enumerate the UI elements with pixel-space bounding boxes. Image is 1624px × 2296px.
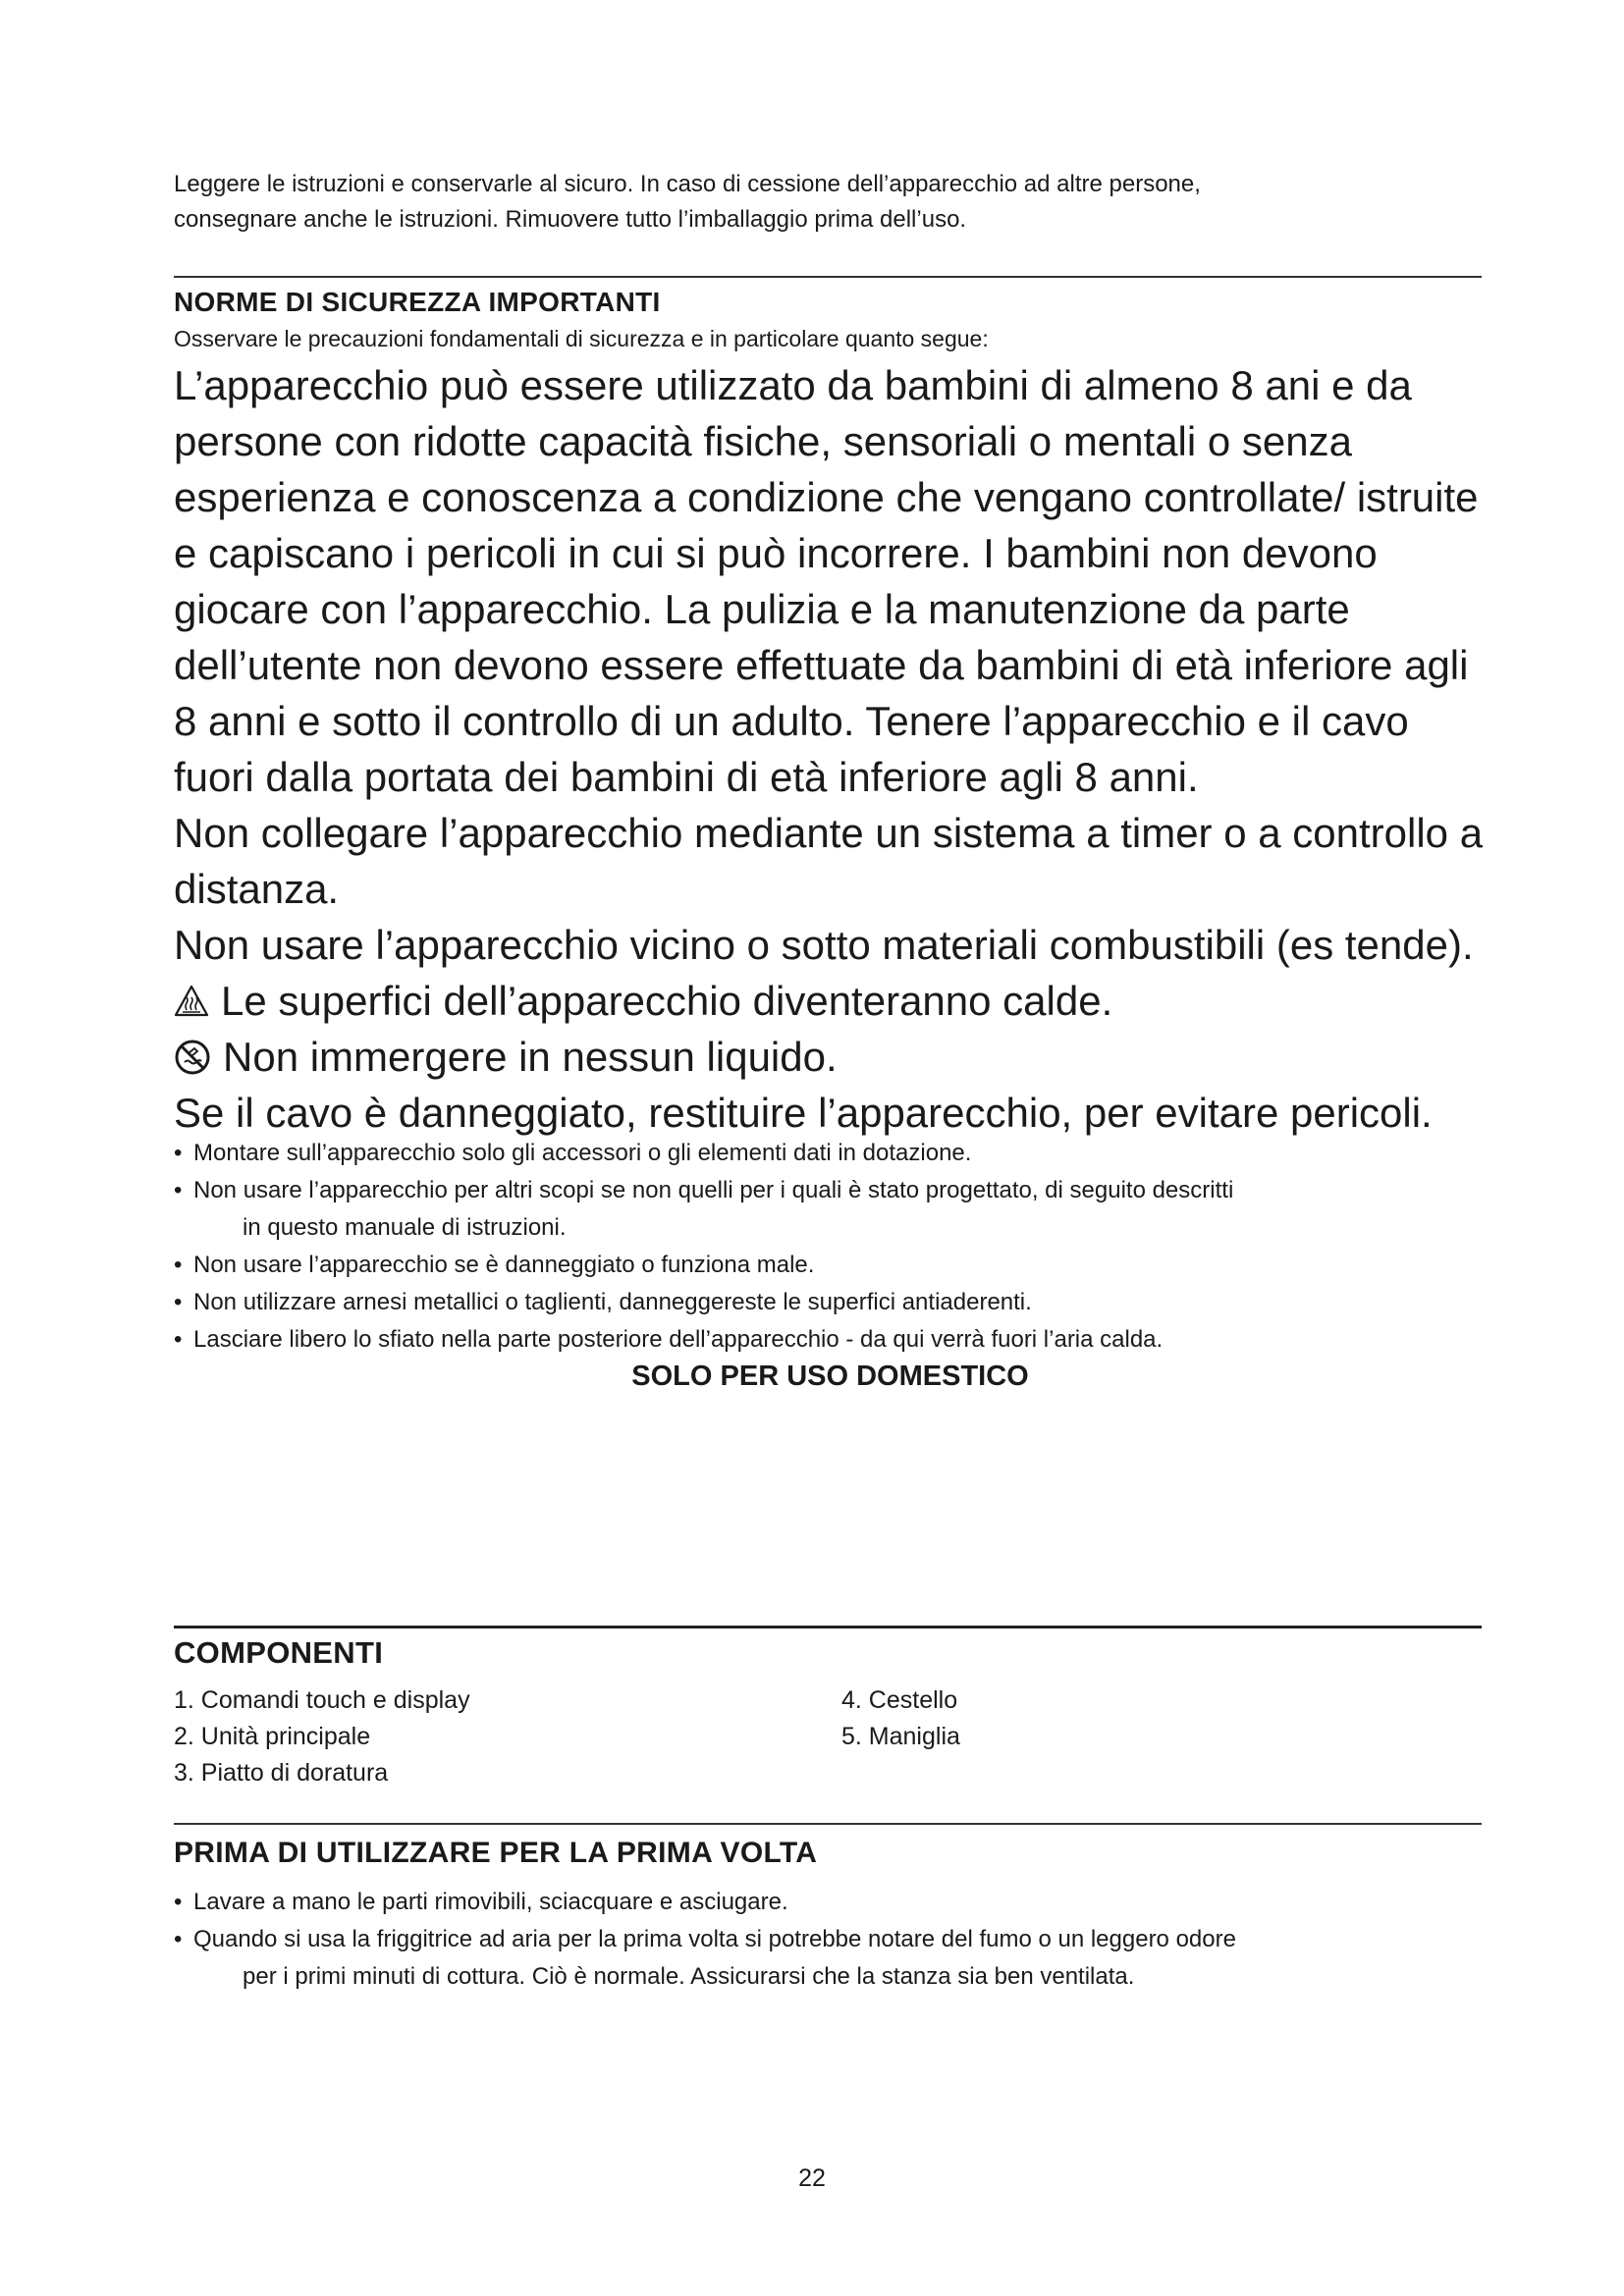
- safety-section: [174, 286, 1487, 1396]
- intro-line-2: consegnare anche le istruzioni. Rimuovere tutto l’imballaggio prima dell’uso.: [174, 206, 967, 233]
- list-item: • Lavare a mano le parti rimovibili, sciacquare e asciugare.: [174, 1884, 1487, 1921]
- safety-warnings: [174, 357, 1487, 1141]
- list-item: 1. Comandi touch e display: [174, 1686, 470, 1714]
- no-immerse-text: Non immergere in nessun liquido.: [223, 1034, 838, 1080]
- first-use-bullets: [174, 1884, 1487, 1996]
- list-item: • Non utilizzare arnesi metallici o taglienti, danneggereste le superfici antiaderenti.: [174, 1284, 1487, 1321]
- first-use-section: [174, 1835, 1487, 1996]
- cable-warning: Se il cavo è danneggiato, restituire l’apparecchio, per evitare pericoli.: [174, 1090, 1433, 1136]
- list-item: 4. Cestello: [841, 1686, 958, 1714]
- safety-subtitle: Osservare le precauzioni fondamentali di sicurezza e in particolare quanto segue:: [174, 326, 989, 351]
- page-number: 22: [798, 2164, 826, 2192]
- components-column-right: [841, 1682, 1234, 1791]
- safety-bullets: [174, 1135, 1487, 1359]
- list-item: • Lasciare libero lo sfiato nella parte posteriore dell’apparecchio - da qui verrà fuori l’aria calda.: [174, 1321, 1487, 1359]
- components-column-left: [174, 1682, 841, 1791]
- domestic-use-note: SOLO PER USO DOMESTICO: [631, 1361, 1029, 1392]
- hot-surface-text: Le superfici dell’apparecchio diventeranno calde.: [221, 978, 1113, 1024]
- no-immerse-line: [174, 1029, 1487, 1085]
- list-item: • Non usare l’apparecchio se è danneggiato o funziona male.: [174, 1247, 1487, 1284]
- timer-warning: Non collegare l’apparecchio mediante un sistema a timer o a controllo a distanza.: [174, 810, 1484, 912]
- hot-surface-line: [174, 973, 1487, 1029]
- combustible-warning: Non usare l’apparecchio vicino o sotto materiali combustibili (es tende).: [174, 922, 1474, 968]
- section-divider: [174, 1823, 1482, 1825]
- components-list: [174, 1682, 1487, 1791]
- safety-heading: NORME DI SICUREZZA IMPORTANTI: [174, 287, 661, 317]
- section-divider: [174, 1626, 1482, 1629]
- intro-line-1: Leggere le istruzioni e conservarle al sicuro. In caso di cessione dell’apparecchio ad altre persone,: [174, 171, 1201, 197]
- components-section: [174, 1633, 1487, 1791]
- components-heading: COMPONENTI: [174, 1635, 384, 1670]
- list-item: 2. Unità principale: [174, 1723, 371, 1750]
- do-not-immerse-icon: [174, 1039, 211, 1076]
- list-item: • Non usare l’apparecchio per altri scopi se non quelli per i quali è stato progettato, di seguito descritti in questo manuale di istruzioni.: [174, 1172, 1487, 1247]
- list-item: 5. Maniglia: [841, 1723, 960, 1750]
- first-use-heading: PRIMA DI UTILIZZARE PER LA PRIMA VOLTA: [174, 1837, 818, 1869]
- list-item: • Montare sull’apparecchio solo gli accessori o gli elementi dati in dotazione.: [174, 1135, 1487, 1172]
- section-divider: [174, 276, 1482, 278]
- list-item: • Quando si usa la friggitrice ad aria per la prima volta si potrebbe notare del fumo o un leggero odore per i primi minuti di cottura. Ciò è normale. Assicurarsi che la stanza sia ben ventilata.: [174, 1921, 1487, 1996]
- list-item: 3. Piatto di doratura: [174, 1759, 389, 1787]
- hot-surface-warning-icon: [174, 985, 209, 1018]
- children-warning: L’apparecchio può essere utilizzato da bambini di almeno 8 ani e da persone con ridotte capacità fisiche, sensoriali o mentali o senza esperienza e conoscenza a condizione che vengano controllate/ istruite e capiscano i pericoli in cui si può incorrere. I bambini non devono giocare con l’apparecchio. La pulizia e la manutenzione da parte dell’utente non devono essere effettuate da bambini di età inferiore agli 8 anni e sotto il controllo di un adulto. Tenere l’apparecchio e il cavo fuori dalla portata dei bambini di età inferiore agli 8 anni.: [174, 362, 1479, 800]
- intro-text: [174, 167, 1487, 238]
